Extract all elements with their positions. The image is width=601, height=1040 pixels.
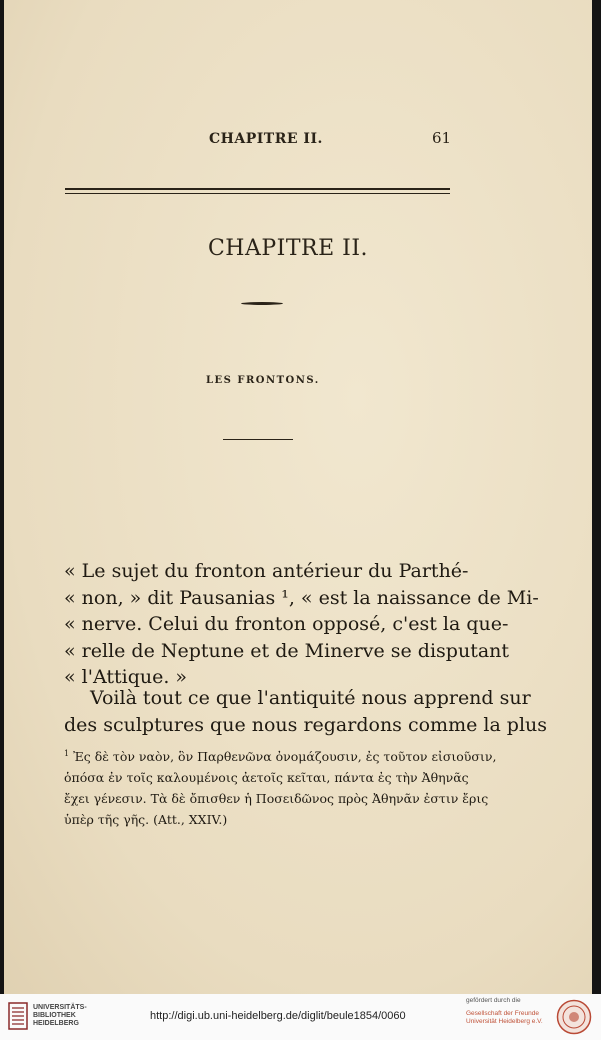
text-line: des sculptures que nous regardons comme la plus (64, 713, 548, 736)
header-rule-thin (65, 193, 450, 194)
chapter-title (4, 236, 592, 261)
footnote-line: ὑπὲρ τῆς γῆς. (Att., XXIV.) (64, 812, 228, 828)
ornament-rule (241, 302, 283, 305)
footnote-line (64, 743, 497, 767)
chapter-title-text: CHAPITRE II. (207, 236, 369, 261)
paragraph-2 (64, 685, 548, 738)
society-name[interactable]: Gesellschaft der Freunde Universität Heidelberg e.V. (466, 1010, 543, 1025)
page-url-link[interactable]: http://digi.ub.uni-heidelberg.de/diglit/beule1854/0060 (150, 1010, 406, 1022)
text-line: « nerve. Celui du fronton opposé, c'est la que- (64, 613, 509, 635)
library-name: UNIVERSITÄTS- BIBLIOTHEK HEIDELBERG (33, 1004, 87, 1027)
text-line: « l'Attique. » (64, 666, 188, 688)
footnote (64, 743, 497, 830)
footer-bar (0, 994, 601, 1040)
footnote-text: Ἐς δὲ τὸν ναὸν, ὃν Παρθενῶνα ὀνομάζουσιν, ἐς τοῦτον εἰσιοῦσιν, (73, 749, 497, 765)
section-title: LES FRONTONS. (206, 375, 320, 386)
footnote-line: ὁπόσα ἐν τοῖς καλουμένοις ἀετοῖς κεῖται, πάντα ἐς τὴν Ἀθηνᾶς (64, 770, 469, 786)
footnote-marker: 1 (64, 749, 70, 758)
funded-by-label: gefördert durch die (466, 997, 521, 1004)
footnote-line: ἔχει γένεσιν. Τὰ δὲ ὄπισθεν ἡ Ποσειδῶνος πρὸς Ἀθηνᾶν ἐστιν ἔρις (64, 791, 489, 807)
text-line: « non, » dit Pausanias ¹, « est la naissance de Mi- (64, 586, 539, 609)
library-logo-icon[interactable] (8, 1002, 28, 1030)
book-page (4, 0, 592, 994)
running-header: CHAPITRE II. (209, 131, 323, 147)
text-line: Voilà tout ce que l'antiquité nous apprend sur (90, 687, 531, 709)
text-line: « Le sujet du fronton antérieur du Parthé- (64, 560, 469, 582)
university-seal-icon[interactable] (556, 999, 592, 1035)
header-rule-thick (65, 188, 450, 190)
section-rule (223, 439, 293, 440)
page-number: 61 (432, 129, 452, 147)
paragraph-1 (64, 558, 539, 691)
text-line: « relle de Neptune et de Minerve se disputant (64, 639, 510, 662)
